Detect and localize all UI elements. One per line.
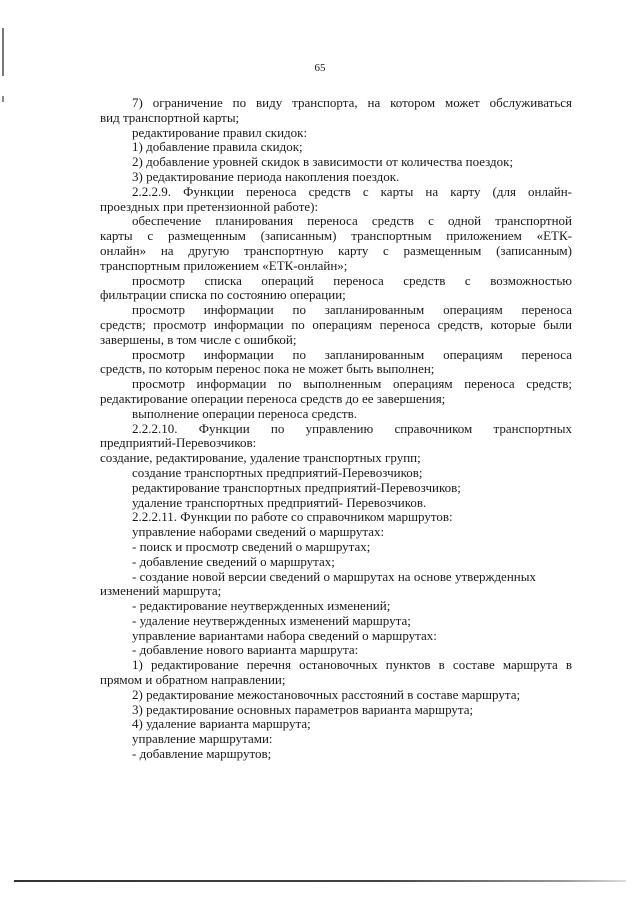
text-line: 2) редактирование межостановочных расстояний в составе маршрута; — [132, 686, 521, 702]
text-line: выполнение операции переноса средств. — [132, 405, 357, 421]
text-line: редактирование операции переноса средств до ее завершения; — [100, 390, 446, 406]
page-number: 65 — [314, 62, 326, 74]
text-line: обеспечение планирования переноса средств с одной транспортной — [132, 213, 572, 229]
text-line: удаление транспортных предприятий- Перевозчиков. — [132, 494, 427, 510]
text-line: фильтрации списка по состоянию операции; — [100, 287, 346, 303]
text-line: транспортным приложением «ЕТК-онлайн»; — [100, 257, 348, 273]
text-line: создание транспортных предприятий-Перевозчиков; — [132, 464, 423, 480]
text-line: проездных при претензионной работе): — [100, 198, 319, 214]
text-line: вид транспортной карты; — [100, 109, 240, 125]
text-line: просмотр информации по выполненным операциям переноса средств; — [132, 376, 572, 392]
text-line: - редактирование неутвержденных изменений; — [132, 598, 391, 614]
text-line: - добавление маршрутов; — [132, 746, 272, 762]
text-line: управление вариантами набора сведений о маршрутах: — [132, 627, 437, 643]
text-line: - создание новой версии сведений о маршрутах на основе утвержденных — [132, 568, 536, 584]
text-line: 7) ограничение по виду транспорта, на котором может обслуживаться — [132, 95, 572, 110]
text-line: средств; просмотр информации по операциям переноса средств, которые были — [100, 316, 572, 332]
section-heading-2-2-2-10: 2.2.2.10. Функции по управлению справочником транспортных — [132, 420, 572, 436]
text-line: карты с размещенным (записанным) транспортным приложением «ЕТК- — [100, 228, 572, 244]
text-line: онлайн» на другую транспортную карту с размещенным (записанным) — [100, 242, 572, 258]
text-line: управление маршрутами: — [132, 731, 273, 747]
text-line: управление наборами сведений о маршрутах: — [132, 524, 385, 540]
text-line: 4) удаление варианта маршрута; — [132, 716, 311, 732]
text-line: 3) редактирование основных параметров варианта маршрута; — [132, 701, 474, 717]
text-line: - добавление нового варианта маршрута: — [132, 642, 359, 658]
text-line: 1) редактирование перечня остановочных пунктов в составе маршрута в — [132, 657, 572, 673]
text-line: просмотр списка операций переноса средств с возможностью — [132, 272, 572, 288]
text-line: 3) редактирование периода накопления поездок. — [132, 168, 400, 184]
text-line: создание, редактирование, удаление транспортных групп; — [100, 450, 421, 466]
text-line: 1) добавление правила скидок; — [132, 139, 303, 155]
text-line: 2) добавление уровней скидок в зависимости от количества поездок; — [132, 154, 514, 170]
text-line: средств, по которым перенос пока не может быть выполнен; — [100, 361, 435, 377]
document-body — [100, 96, 572, 762]
text-line: просмотр информации по запланированным операциям переноса — [132, 302, 572, 318]
text-line: изменений маршрута; — [100, 583, 222, 599]
section-heading-2-2-2-9: 2.2.2.9. Функции переноса средств с карты на карту (для онлайн- — [132, 183, 572, 199]
section-heading-2-2-2-11: 2.2.2.11. Функции по работе со справочником маршрутов: — [132, 509, 453, 525]
scan-edge-mark — [2, 96, 4, 102]
text-line: - поиск и просмотр сведений о маршрутах; — [132, 538, 371, 554]
text-line: прямом и обратном направлении; — [100, 672, 286, 688]
text-line: редактирование правил скидок: — [132, 124, 308, 140]
text-line: - добавление сведений о маршрутах; — [132, 553, 335, 569]
text-line: завершены, в том числе с ошибкой; — [100, 331, 297, 347]
text-line: предприятий-Перевозчиков: — [100, 435, 257, 451]
scan-bottom-line — [14, 880, 626, 882]
text-line: редактирование транспортных предприятий-Перевозчиков; — [132, 479, 461, 495]
text-line: просмотр информации по запланированным операциям переноса — [132, 346, 572, 362]
text-line: - удаление неутвержденных изменений маршрута; — [132, 612, 411, 628]
